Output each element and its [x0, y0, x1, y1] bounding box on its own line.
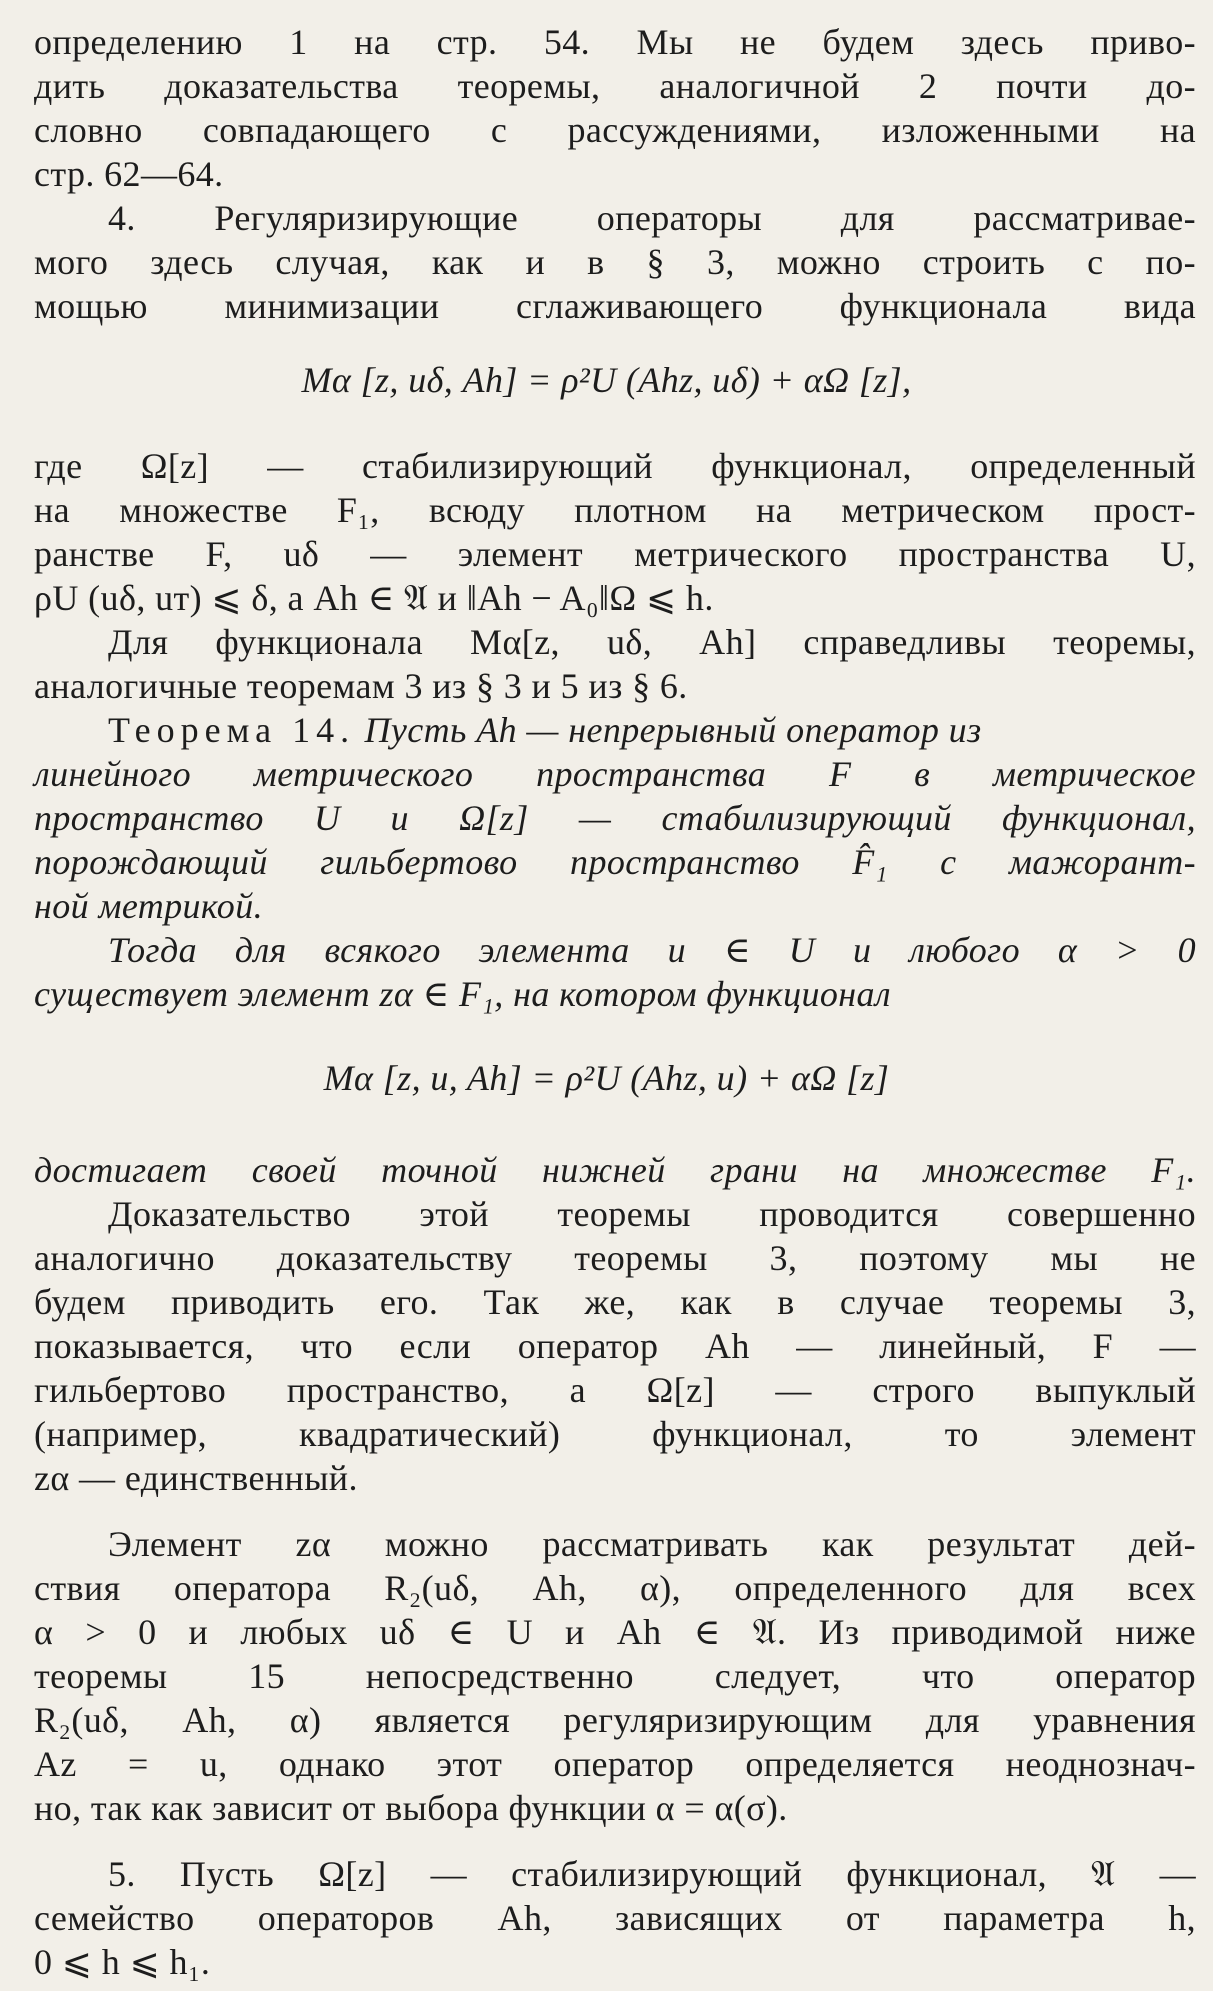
formula-functional: Mα [z, u, Ah] = ρ²U (Ahz, u) + αΩ [z]: [323, 1058, 890, 1098]
text-line: Доказательство этой теоремы проводится совершенно: [108, 1194, 1196, 1234]
text-line: мощью минимизации сглаживающего функционала вида: [34, 286, 1196, 326]
paragraph-4-start: 4. Регуляризирующие операторы для рассматривае-: [108, 198, 1196, 238]
text-line: стр. 62—64.: [34, 154, 224, 194]
text-line: показывается, что если оператор Ah — линейный, F —: [34, 1326, 1196, 1366]
text-line: Элемент zα можно рассматривать как результат дей-: [108, 1524, 1196, 1564]
text-line: (например, квадратический) функционал, то элемент: [34, 1414, 1196, 1454]
text-line: на множестве F₁, всюду плотном на метрическом прост-: [34, 490, 1196, 530]
theorem-line: Тогда для всякого элемента u ∈ U и любого α > 0: [108, 930, 1196, 970]
text-line: ρU (uδ, uт) ⩽ δ, а Ah ∈ 𝔄 и ‖Ah − A₀‖Ω ⩽ h.: [34, 578, 714, 618]
text-line: будем приводить его. Так же, как в случае теоремы 3,: [34, 1282, 1196, 1322]
text-line: семейство операторов Ah, зависящих от параметра h,: [34, 1898, 1196, 1938]
text-line: α > 0 и любых uδ ∈ U и Ah ∈ 𝔄. Из приводимой ниже: [34, 1612, 1196, 1652]
text-line: определению 1 на стр. 54. Мы не будем здесь приво-: [34, 22, 1196, 62]
theorem-line: ной метрикой.: [34, 886, 264, 926]
paragraph-5-start: 5. Пусть Ω[z] — стабилизирующий функционал, 𝔄 —: [108, 1854, 1196, 1894]
theorem-line: существует элемент zα ∈ F₁, на котором функционал: [34, 974, 892, 1014]
text-line: гильбертово пространство, а Ω[z] — строго выпуклый: [34, 1370, 1196, 1410]
text-line: словно совпадающего с рассуждениями, изложенными на: [34, 110, 1196, 150]
theorem-line: пространство U и Ω[z] — стабилизирующий функционал,: [34, 798, 1196, 838]
text-line: теоремы 15 непосредственно следует, что оператор: [34, 1656, 1196, 1696]
formula-smoothing-functional: Mα [z, uδ, Ah] = ρ²U (Ahz, uδ) + αΩ [z],: [301, 360, 912, 400]
text-line: Для функционала Mα[z, uδ, Ah] справедливы теоремы,: [108, 622, 1196, 662]
text-line: R₂(uδ, Ah, α) является регуляризирующим для уравнения: [34, 1700, 1196, 1740]
theorem-text: Пусть Ah — непрерывный оператор из: [364, 710, 982, 750]
text-line: мого здесь случая, как и в § 3, можно строить с по-: [34, 242, 1196, 282]
text-line: 0 ⩽ h ⩽ h₁.: [34, 1942, 211, 1982]
theorem-label: Теорема 14.: [108, 710, 356, 750]
text-line: где Ω[z] — стабилизирующий функционал, определенный: [34, 446, 1196, 486]
text-line: ранстве F, uδ — элемент метрического пространства U,: [34, 534, 1196, 574]
theorem-14-line: [108, 708, 1196, 752]
theorem-line: порождающий гильбертово пространство F̂₁ с мажорант-: [34, 842, 1196, 882]
theorem-line: достигает своей точной нижней грани на множестве F₁.: [34, 1150, 1196, 1190]
theorem-line: линейного метрического пространства F в метрическое: [34, 754, 1196, 794]
text-line: аналогично доказательству теоремы 3, поэтому мы не: [34, 1238, 1196, 1278]
text-line: но, так как зависит от выбора функции α = α(σ).: [34, 1788, 788, 1828]
text-line: аналогичные теоремам 3 из § 3 и 5 из § 6.: [34, 666, 688, 706]
text-line: дить доказательства теоремы, аналогичной 2 почти до-: [34, 66, 1196, 106]
text-line: Az = u, однако этот оператор определяется неоднознач-: [34, 1744, 1196, 1784]
text-line: zα — единственный.: [34, 1458, 358, 1498]
text-line: ствия оператора R₂(uδ, Ah, α), определенного для всех: [34, 1568, 1196, 1608]
